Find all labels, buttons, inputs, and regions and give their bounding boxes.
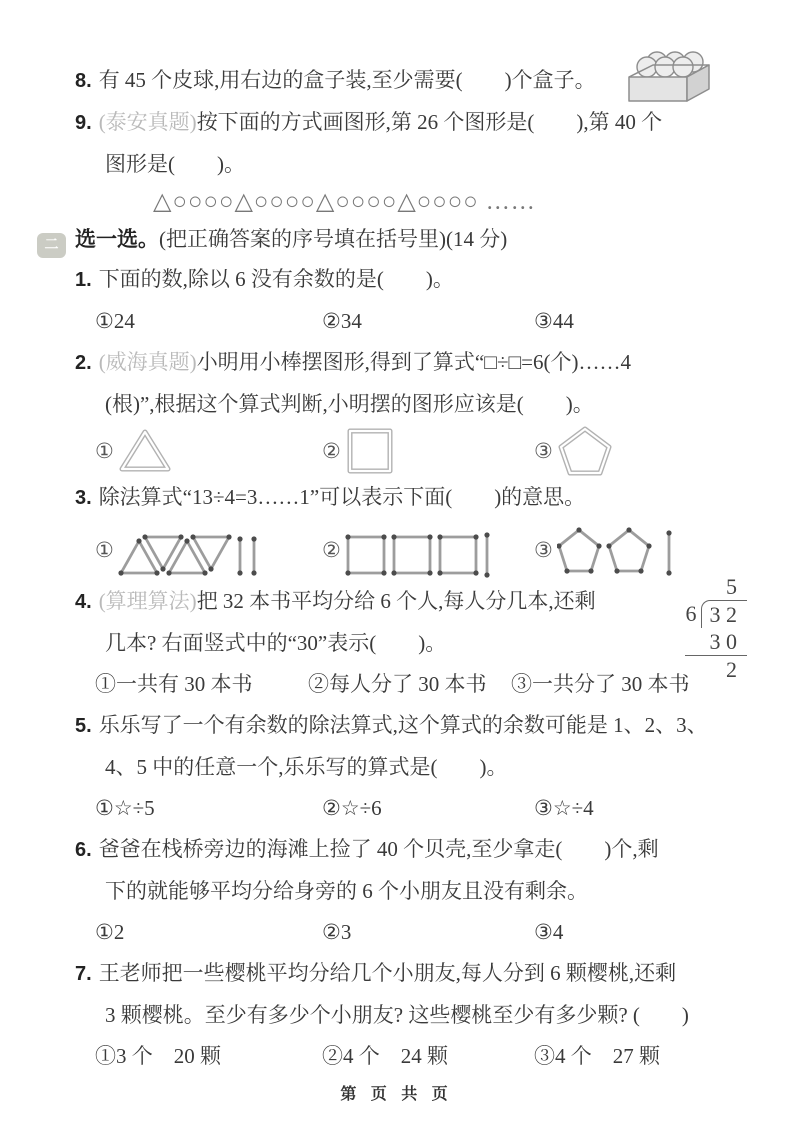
- question-text: 把 32 本书平均分给 6 个人,每人分几本,还剩: [196, 589, 596, 613]
- question-7-line2: 3 颗樱桃。至少有多少个小朋友? 这些樱桃至少有多少颗? ( ): [105, 1003, 689, 1027]
- question-text: 除法算式“13÷4=3……1”可以表示下面( )的意思。: [98, 485, 586, 509]
- option-2: ②3: [322, 920, 352, 944]
- section-two-badge-icon: 二: [37, 233, 66, 258]
- option-1: ①2: [95, 920, 125, 944]
- option-1: [95, 427, 322, 475]
- question-2-line2: (根)”,根据这个算式判断,小明摆的图形应该是( )。: [105, 392, 594, 416]
- long-division: [655, 573, 747, 683]
- division-dividend: 3 2: [701, 600, 748, 628]
- question-9-line2: 图形是( )。: [105, 152, 245, 176]
- option-number: ②: [322, 438, 341, 463]
- question-number: 7.: [75, 963, 92, 985]
- question-2-options: [75, 425, 753, 477]
- option-2: [322, 426, 534, 476]
- question-1-options: [75, 301, 753, 342]
- division-remainder: 2: [726, 657, 737, 682]
- option-3: ③44: [534, 309, 574, 333]
- question-9: [75, 102, 753, 219]
- question-number: 8.: [75, 70, 92, 92]
- question-text: 乐乐写了一个有余数的除法算式,这个算式的余数可能是 1、2、3、: [98, 713, 708, 737]
- question-4-line2: 几本? 右面竖式中的“30”表示( )。: [105, 631, 447, 655]
- option-1: ①一共有 30 本书: [95, 672, 253, 696]
- option-2: ②34: [322, 309, 362, 333]
- option-number: ②: [322, 537, 341, 562]
- question-6-line2: 下的就能够平均分给身旁的 6 个小朋友且没有剩余。: [105, 879, 588, 903]
- question-number: 2.: [75, 352, 92, 374]
- option-number: ①: [95, 438, 114, 463]
- option-2: ②每人分了 30 本书: [308, 672, 487, 696]
- option-2: ②☆÷6: [322, 796, 382, 820]
- question-text: 按下面的方式画图形,第 26 个图形是( ),第 40 个: [196, 110, 663, 134]
- question-number: 5.: [75, 715, 92, 737]
- question-2-line1: [75, 342, 753, 384]
- question-5-options: [75, 788, 753, 829]
- question-text: 小明用小棒摆图形,得到了算式“□÷□=6(个)……4: [196, 350, 631, 374]
- question-number: 4.: [75, 591, 92, 613]
- source-tag: (威海真题): [98, 350, 197, 374]
- question-number: 1.: [75, 269, 92, 291]
- question-9-line1: [75, 102, 753, 144]
- option-number: ①: [95, 537, 114, 562]
- option-number: ③: [534, 537, 553, 562]
- question-text: 爸爸在栈桥旁边的海滩上捡了 40 个贝壳,至少拿走( )个,剩: [98, 837, 659, 861]
- option-3: ③一共分了 30 本书: [511, 672, 690, 696]
- question-3-text: [75, 477, 753, 519]
- question-1: [75, 259, 753, 342]
- shape-pattern-sequence: △○○○○△○○○○△○○○○△○○○○ ……: [153, 189, 536, 215]
- division-row: [655, 600, 747, 628]
- stick-triangle-icon: [118, 427, 172, 475]
- option-3: ③4: [534, 920, 564, 944]
- question-number: 9.: [75, 112, 92, 134]
- question-text: 下面的数,除以 6 没有余数的是( )。: [98, 267, 454, 291]
- option-2: ②4 个 24 颗: [322, 1044, 448, 1068]
- question-5-line2: 4、5 中的任意一个,乐乐写的算式是( )。: [105, 755, 508, 779]
- question-1-text: [75, 259, 753, 301]
- division-quotient: 5: [726, 574, 737, 599]
- question-8: [75, 60, 753, 102]
- option-1: ①☆÷5: [95, 796, 155, 820]
- section-header: [44, 219, 753, 259]
- question-6-options: [75, 912, 753, 953]
- option-3: [534, 425, 753, 477]
- page-footer: 第 页 共 页: [340, 1086, 453, 1103]
- question-4-options: [75, 664, 753, 705]
- option-3: ③☆÷4: [534, 796, 594, 820]
- section-title: 选一选。: [75, 227, 159, 251]
- question-text: 王老师把一些樱桃平均分给几个小朋友,每人分到 6 颗樱桃,还剩: [98, 961, 677, 985]
- three-squares-one-stick-icon: [345, 521, 495, 579]
- option-1: ①3 个 20 颗: [95, 1044, 221, 1068]
- question-number: 6.: [75, 839, 92, 861]
- option-1: ①24: [95, 309, 135, 333]
- question-6-line1: [75, 829, 753, 871]
- stick-square-icon: [345, 426, 395, 476]
- division-subtract: 3 0: [685, 628, 747, 656]
- question-number: 3.: [75, 487, 92, 509]
- division-divisor: 6: [685, 601, 697, 626]
- source-tag: (泰安真题): [98, 110, 197, 134]
- option-2: [322, 521, 534, 579]
- box-of-balls-image: [621, 47, 713, 107]
- option-3: ③4 个 27 颗: [534, 1044, 660, 1068]
- question-4-line1: [75, 581, 753, 623]
- question-4: [75, 574, 753, 705]
- question-7-line1: [75, 953, 753, 995]
- four-triangles-two-sticks-icon: [118, 521, 266, 579]
- option-1: [95, 521, 322, 579]
- question-3: [75, 477, 753, 581]
- source-tag: (算理算法): [98, 589, 197, 613]
- question-5: [75, 705, 753, 829]
- stick-pentagon-icon: [557, 425, 613, 477]
- option-number: ③: [534, 438, 553, 463]
- two-pentagons-one-stick-icon: [557, 521, 679, 579]
- question-3-options: [75, 519, 753, 581]
- question-6: [75, 829, 753, 953]
- section-subtitle: (把正确答案的序号填在括号里)(14 分): [159, 227, 508, 251]
- question-2: [75, 342, 753, 477]
- question-7: [75, 953, 753, 1077]
- question-7-options: [75, 1036, 753, 1077]
- question-5-line1: [75, 705, 753, 747]
- question-text: 有 45 个皮球,用右边的盒子装,至少需要( )个盒子。: [98, 68, 596, 92]
- option-3: [534, 521, 753, 579]
